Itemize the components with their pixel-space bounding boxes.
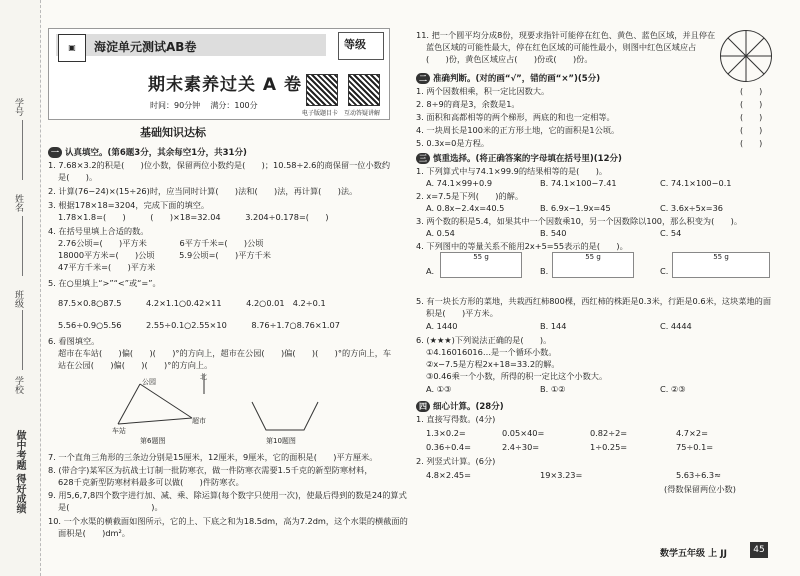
statement: ②x−7.5是方程2x+18=33.2的解。 [426, 359, 560, 369]
channel-cross-section-figure [250, 400, 320, 434]
option: C. 54 [660, 228, 682, 238]
edge [118, 384, 140, 424]
option: B. 74.1×100−7.41 [540, 178, 617, 188]
option: B. [540, 266, 549, 276]
time-label: 时间：90分钟 [150, 101, 201, 110]
option: B. 6.9x−1.9x=45 [540, 203, 611, 213]
statement: ③0.46乘一个小数，所得的积一定比这个小数大。 [426, 371, 608, 381]
score-label: 满分：100分 [210, 101, 258, 110]
scale-weight-label: 55 g [473, 253, 489, 261]
strip-line [22, 310, 23, 370]
section-judge-heading: 二 准确判断。(对的画“√”，错的画“×”)(5分) [416, 72, 600, 84]
option: C. [660, 266, 669, 276]
q1: 1. 7.68×3.2的积是( )位小数，保留两位小数约是( )；10.58÷2.6的商保留一位小数约 [48, 160, 391, 170]
q6-text: 超市在车站( )偏( )( )°的方向上，超市在公园( )偏( )( )°的方向上，车 [58, 348, 392, 358]
strip-slogan: 做中考题 得好成绩 [14, 430, 25, 514]
balance-figure-c [672, 252, 770, 278]
option: C. ②③ [660, 384, 686, 394]
calc-item: 1.3×0.2= [426, 428, 466, 438]
q5-row: 87.5×0.8○87.5 4.2×1.1○0.42×11 4.2○0.01 4.2÷0.1 [58, 298, 326, 308]
strip-line [22, 216, 23, 276]
choice-4: 4. 下列图中的等量关系不能用2x+5=55表示的是( )。 [416, 241, 628, 251]
judge-5: 5. 0.3x=0是方程。 [416, 138, 490, 148]
north-label: 北 [200, 373, 207, 381]
edge [118, 418, 192, 424]
exam-meta [150, 100, 258, 111]
answer-paren[interactable]: ( ) [740, 139, 763, 148]
q4-row: 18000平方米=( )公顷 5.9公顷=( )平方千米 [58, 250, 271, 260]
edge [140, 384, 192, 418]
brand-title: 海淀单元测试AB卷 [94, 40, 197, 54]
market-label: 超市 [192, 417, 206, 425]
q8: 8. (带合字)某军区为抗战士订制一批防寒衣，做一件防寒衣需要1.5千克的新型防寒材料， [48, 465, 373, 475]
answer-paren[interactable]: ( ) [740, 113, 763, 122]
calc-item: 19×3.23= [540, 470, 583, 480]
choice-1: 1. 下列算式中与74.1×99.9的结果相等的是( )。 [416, 166, 608, 176]
q10-cont: 面积是( )dm²。 [58, 528, 130, 538]
fig10-caption: 第10题图 [266, 437, 296, 445]
calc-1: 1. 直接写得数。(4分) [416, 414, 496, 424]
footer-text: 数学五年级 上 JJ [660, 549, 727, 559]
section-fill-heading: 一 认真填空。(第6题3分，其余每空1分，共31分) [48, 146, 247, 158]
balance-figure-b [552, 252, 634, 278]
calc-item: 0.82÷2= [590, 428, 628, 438]
statement: ①4.16016016…是一个循环小数。 [426, 347, 557, 357]
q5: 5. 在○里填上“>”“<”或“=”。 [48, 278, 161, 288]
calc-item: 5.63÷6.3≈ [676, 470, 721, 480]
option: B. ①② [540, 384, 566, 394]
q8-cont: 628千克新型防寒材料最多可以做( )件防寒衣。 [58, 477, 244, 487]
calc-item: 1÷0.25= [590, 442, 628, 452]
option: B. 540 [540, 228, 567, 238]
answer-paren[interactable]: ( ) [740, 126, 763, 135]
qr-code-icon[interactable] [348, 74, 380, 106]
balance-figure-a [440, 252, 522, 278]
strip-class-label: 班级 [13, 290, 23, 308]
option: C. 4444 [660, 321, 692, 331]
q10: 10. 一个水渠的横截面如图所示，它的上、下底之和为18.5dm，高为7.2dm，这个水渠的横截面的 [48, 516, 408, 526]
judge-3: 3. 面积和高都相等的两个梯形，两底的和也一定相等。 [416, 112, 615, 122]
q3-items: 1.78×1.8=( ) ( )×18=32.04 3.204÷0.178=( ) [58, 212, 329, 222]
calc-note: (得数保留两位小数) [664, 484, 736, 494]
q11-cont: 蓝色区域的可能性最大，停在红色区域的可能性最小，则图中红色区域应占 [426, 42, 697, 52]
strip-name-label: 姓名 [13, 194, 23, 212]
q9-cont: 是( )。 [58, 502, 163, 512]
grade-label: 等级 [344, 38, 366, 51]
option: A. 1440 [426, 321, 458, 331]
choice-6: 6. (★★★)下列说法正确的是( )。 [416, 335, 552, 345]
option: A. 74.1×99+0.9 [426, 178, 493, 188]
calc-item: 2.4÷30= [502, 442, 540, 452]
calc-item: 0.05×40= [502, 428, 545, 438]
strip-school-label: 学校 [13, 376, 23, 394]
page-number: 45 [750, 542, 768, 558]
calc-item: 0.36÷0.4= [426, 442, 471, 452]
q11-cont: ( )份，黄色区域应占( )份或( )份。 [426, 54, 593, 64]
q6-text: 站在公园( )偏( )( )°的方向上。 [58, 360, 213, 370]
choice-5-cont: 积是( )平方米。 [426, 308, 498, 318]
calc-item: 4.7×2= [676, 428, 708, 438]
choice-3: 3. 两个数的积是5.4，如果其中一个因数乘10，另一个因数除以100，那么积变为( )。 [416, 216, 743, 226]
q6: 6. 看图填空。 [48, 336, 100, 346]
trapezoid [252, 402, 318, 430]
q3: 3. 根据178×18=3204，完成下面的填空。 [48, 200, 210, 210]
fig6-caption: 第6题图 [140, 437, 166, 445]
choice-5: 5. 有一块长方形的菜地，共栽西红柿800棵，西红柿的株距是0.3米，行距是0.6米，这块菜地的面 [416, 296, 772, 306]
q5-row: 5.56÷0.9○5.56 2.55÷0.1○2.55×10 8.76÷1.7○8.76×1.07 [58, 320, 340, 330]
park-label: 公园 [142, 378, 156, 386]
strip-num-label: 学号 [13, 98, 23, 116]
station-label: 车站 [112, 427, 126, 435]
section-choice-heading: 三 慎重选择。(将正确答案的字母填在括号里)(12分) [416, 152, 622, 164]
calc-2: 2. 列竖式计算。(6分) [416, 456, 496, 466]
qr-code-icon[interactable] [306, 74, 338, 106]
option: A. [426, 266, 435, 276]
strip-line [22, 120, 23, 180]
section-title: 基础知识达标 [140, 126, 206, 139]
option: A. 0.54 [426, 228, 455, 238]
option: A. ①③ [426, 384, 452, 394]
q4-row: 47平方千米=( )平方米 [58, 262, 156, 272]
option: A. 0.8x−2.4x=40.5 [426, 203, 505, 213]
scale-weight-label: 55 g [585, 253, 601, 261]
judge-1: 1. 两个因数相乘，积一定比因数大。 [416, 86, 550, 96]
q11: 11. 把一个圆平均分成8份，现要求指针可能停在红色、黄色、蓝色区域，并且停在 [416, 30, 716, 40]
judge-4: 4. 一块周长是100米的正方形土地，它的面积是1公顷。 [416, 125, 620, 135]
brand-logo-icon: ▣ [58, 34, 86, 62]
q7: 7. 一个直角三角形的三条边分别是15厘米，12厘米，9厘米，它的面积是( )平方厘米。 [48, 452, 378, 462]
answer-paren[interactable]: ( ) [740, 100, 763, 109]
calc-item: 4.8×2.45= [426, 470, 471, 480]
q9: 9. 用5,6,7,8四个数字进行加、减、乘、除运算(每个数字只使用一次)，使最后得到的数是24的算式 [48, 490, 407, 500]
q4: 4. 在括号里填上合适的数。 [48, 226, 149, 236]
option: B. 144 [540, 321, 567, 331]
spinner-lines [720, 30, 772, 82]
option: C. 74.1×100−0.1 [660, 178, 732, 188]
judge-2: 2. 8÷9的商是3，余数是1。 [416, 99, 520, 109]
scale-weight-label: 55 g [713, 253, 729, 261]
q4-row: 2.76公顷=( )平方米 6平方千米=( )公顷 [58, 238, 264, 248]
qr-caption: 互动答疑讲解 [344, 110, 381, 117]
option: C. 3.6x÷5x=36 [660, 203, 723, 213]
choice-2: 2. x=7.5是下列( )的解。 [416, 191, 524, 201]
calc-item: 75÷0.1= [676, 442, 714, 452]
answer-paren[interactable]: ( ) [740, 87, 763, 96]
qr-caption: 电子版题目卡 [302, 110, 339, 117]
q2: 2. 计算(76−24)×(15÷26)时，应当同时计算( )法和( )法，再计算( )法。 [48, 186, 358, 196]
q1-cont: 是( )。 [58, 172, 98, 182]
page-title: 期末素养过关 A 卷 [148, 75, 302, 95]
section-calc-heading: 四 细心计算。(28分) [416, 400, 504, 412]
